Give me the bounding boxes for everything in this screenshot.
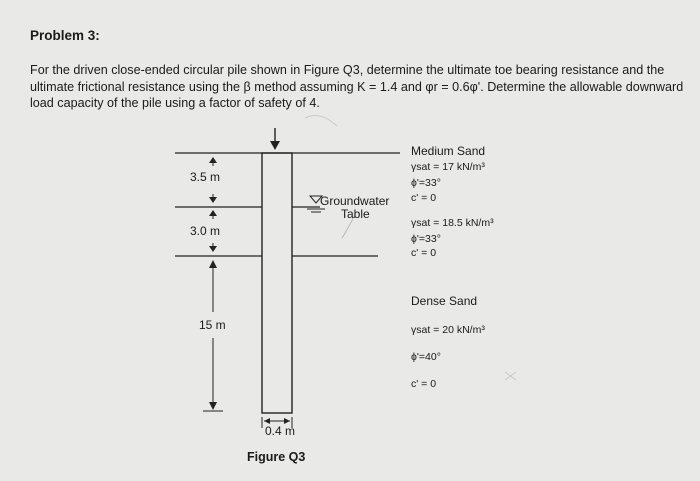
groundwater-label: Groundwater bbox=[320, 194, 390, 208]
dense-phi-value: ϕ'=40° bbox=[411, 351, 441, 363]
figure-caption: Figure Q3 bbox=[247, 450, 306, 464]
dense-sand-label: Dense Sand bbox=[411, 294, 478, 308]
dim-arrow-down-icon bbox=[209, 197, 217, 203]
dense-cohesion-value: c' = 0 bbox=[411, 378, 437, 390]
pile-shaft bbox=[262, 153, 292, 413]
problem-title: Problem 3: bbox=[30, 28, 100, 43]
lower-phi-value: ϕ'=33° bbox=[411, 233, 441, 245]
groundwater-label-2: Table bbox=[341, 207, 370, 221]
dim-arrow-up-icon bbox=[209, 157, 217, 163]
lower-cohesion-value: c' = 0 bbox=[411, 247, 437, 259]
lower-gamma-value: γsat = 18.5 kN/m³ bbox=[411, 217, 494, 229]
dim-label-layer1: 3.5 m bbox=[190, 170, 221, 184]
upper-gamma-value: γsat = 17 kN/m³ bbox=[411, 161, 485, 173]
dim-label-layer2: 3.0 m bbox=[190, 224, 221, 238]
dense-gamma-value: γsat = 20 kN/m³ bbox=[411, 324, 485, 336]
problem-statement: For the driven close-ended circular pile shown in Figure Q3, determine the ultimate toe bearing resistance and the ultimate frictional resistance using the β method assuming K = 1.4 and φr = 0.6φ'. Determine the allowable downward load capacity of the pile using a factor of safety of 4. bbox=[30, 63, 684, 110]
dim-label-layer3: 15 m bbox=[199, 318, 226, 332]
dim-label-diameter: 0.4 m bbox=[265, 424, 296, 438]
upper-phi-value: ϕ'=33° bbox=[411, 177, 441, 189]
upper-cohesion-value: c' = 0 bbox=[411, 192, 437, 204]
medium-sand-label: Medium Sand bbox=[411, 144, 486, 158]
